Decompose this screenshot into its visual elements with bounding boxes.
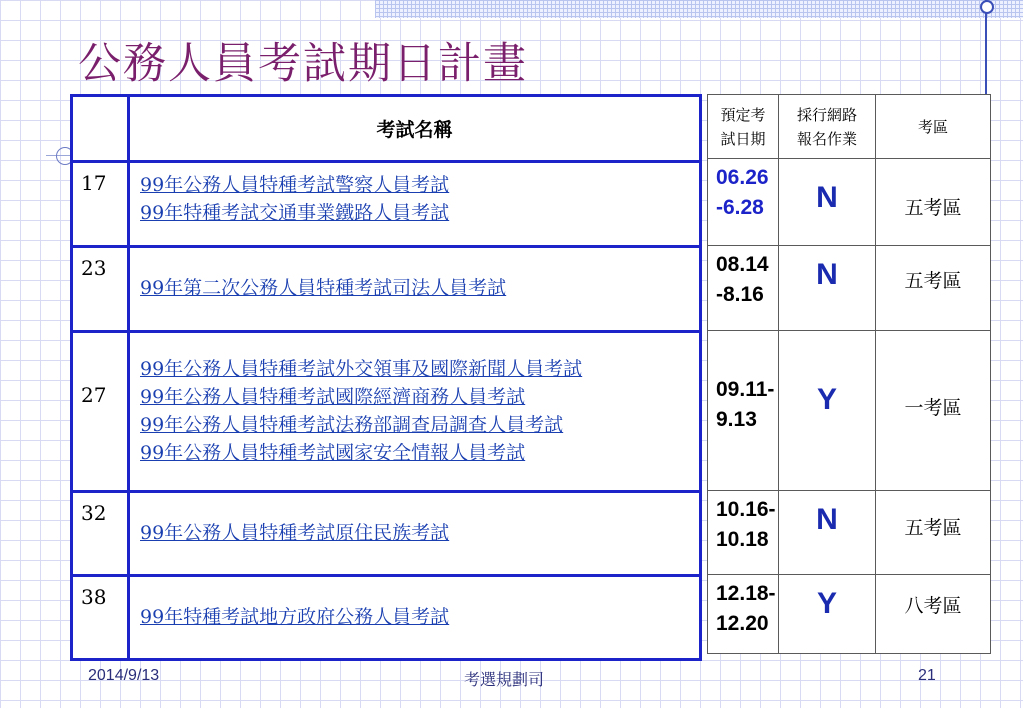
exam-region: 一考區 bbox=[876, 331, 991, 491]
exam-date: 08.14 -8.16 bbox=[708, 246, 779, 331]
schedule-table bbox=[707, 94, 991, 654]
footer-date: 2014/9/13 bbox=[88, 667, 160, 684]
page-title: 公務人員考試期日計畫 bbox=[78, 39, 528, 89]
exam-number: 32 bbox=[72, 492, 129, 576]
top-decorative-stripe bbox=[375, 0, 1023, 18]
exam-link[interactable]: 99年第二次公務人員特種考試司法人員考試 bbox=[140, 277, 507, 299]
header-number-cell bbox=[72, 96, 129, 162]
exam-link[interactable]: 99年特種考試交通事業鐵路人員考試 bbox=[140, 202, 450, 224]
footer-organization: 考選規劃司 bbox=[464, 672, 545, 689]
online-registration-flag: Y bbox=[779, 331, 876, 491]
decorative-dot bbox=[980, 0, 994, 14]
schedule-row bbox=[708, 246, 991, 331]
table-row bbox=[72, 332, 701, 492]
header-region: 考區 bbox=[876, 95, 991, 159]
online-registration-flag: N bbox=[779, 159, 876, 246]
exam-link[interactable]: 99年公務人員特種考試國際經濟商務人員考試 bbox=[140, 386, 526, 408]
exam-number: 27 bbox=[72, 332, 129, 492]
exam-names-cell bbox=[129, 332, 701, 492]
online-registration-flag: N bbox=[779, 491, 876, 575]
schedule-row bbox=[708, 331, 991, 491]
exam-link[interactable]: 99年公務人員特種考試法務部調查局調查人員考試 bbox=[140, 414, 564, 436]
exam-names-cell bbox=[129, 247, 701, 332]
exam-number: 17 bbox=[72, 162, 129, 247]
exam-date: 12.18- 12.20 bbox=[708, 575, 779, 654]
exam-region: 八考區 bbox=[876, 575, 991, 654]
schedule-row bbox=[708, 575, 991, 654]
exam-link[interactable]: 99年公務人員特種考試外交領事及國際新聞人員考試 bbox=[140, 358, 583, 380]
exam-link[interactable]: 99年特種考試地方政府公務人員考試 bbox=[140, 606, 450, 628]
table-row bbox=[72, 247, 701, 332]
table-row bbox=[72, 162, 701, 247]
schedule-row bbox=[708, 159, 991, 246]
exam-region: 五考區 bbox=[876, 159, 991, 246]
exam-region: 五考區 bbox=[876, 246, 991, 331]
online-registration-flag: Y bbox=[779, 575, 876, 654]
header-date: 預定考 試日期 bbox=[708, 95, 779, 159]
exam-number: 38 bbox=[72, 576, 129, 660]
header-online-registration: 採行網路 報名作業 bbox=[779, 95, 876, 159]
exam-date: 06.26 -6.28 bbox=[708, 159, 779, 246]
exam-names-cell bbox=[129, 576, 701, 660]
schedule-row bbox=[708, 491, 991, 575]
table-header-row bbox=[72, 96, 701, 162]
exam-region: 五考區 bbox=[876, 491, 991, 575]
online-registration-flag: N bbox=[779, 246, 876, 331]
exam-link[interactable]: 99年公務人員特種考試警察人員考試 bbox=[140, 174, 450, 196]
exam-date: 10.16- 10.18 bbox=[708, 491, 779, 575]
header-exam-name: 考試名稱 bbox=[129, 96, 701, 162]
exam-table bbox=[70, 94, 702, 661]
schedule-header-row bbox=[708, 95, 991, 159]
table-row bbox=[72, 492, 701, 576]
exam-names-cell bbox=[129, 492, 701, 576]
exam-date: 09.11- 9.13 bbox=[708, 331, 779, 491]
table-row bbox=[72, 576, 701, 660]
page-number: 21 bbox=[918, 667, 936, 684]
exam-number: 23 bbox=[72, 247, 129, 332]
exam-names-cell bbox=[129, 162, 701, 247]
exam-link[interactable]: 99年公務人員特種考試原住民族考試 bbox=[140, 522, 450, 544]
exam-link[interactable]: 99年公務人員特種考試國家安全情報人員考試 bbox=[140, 442, 526, 464]
